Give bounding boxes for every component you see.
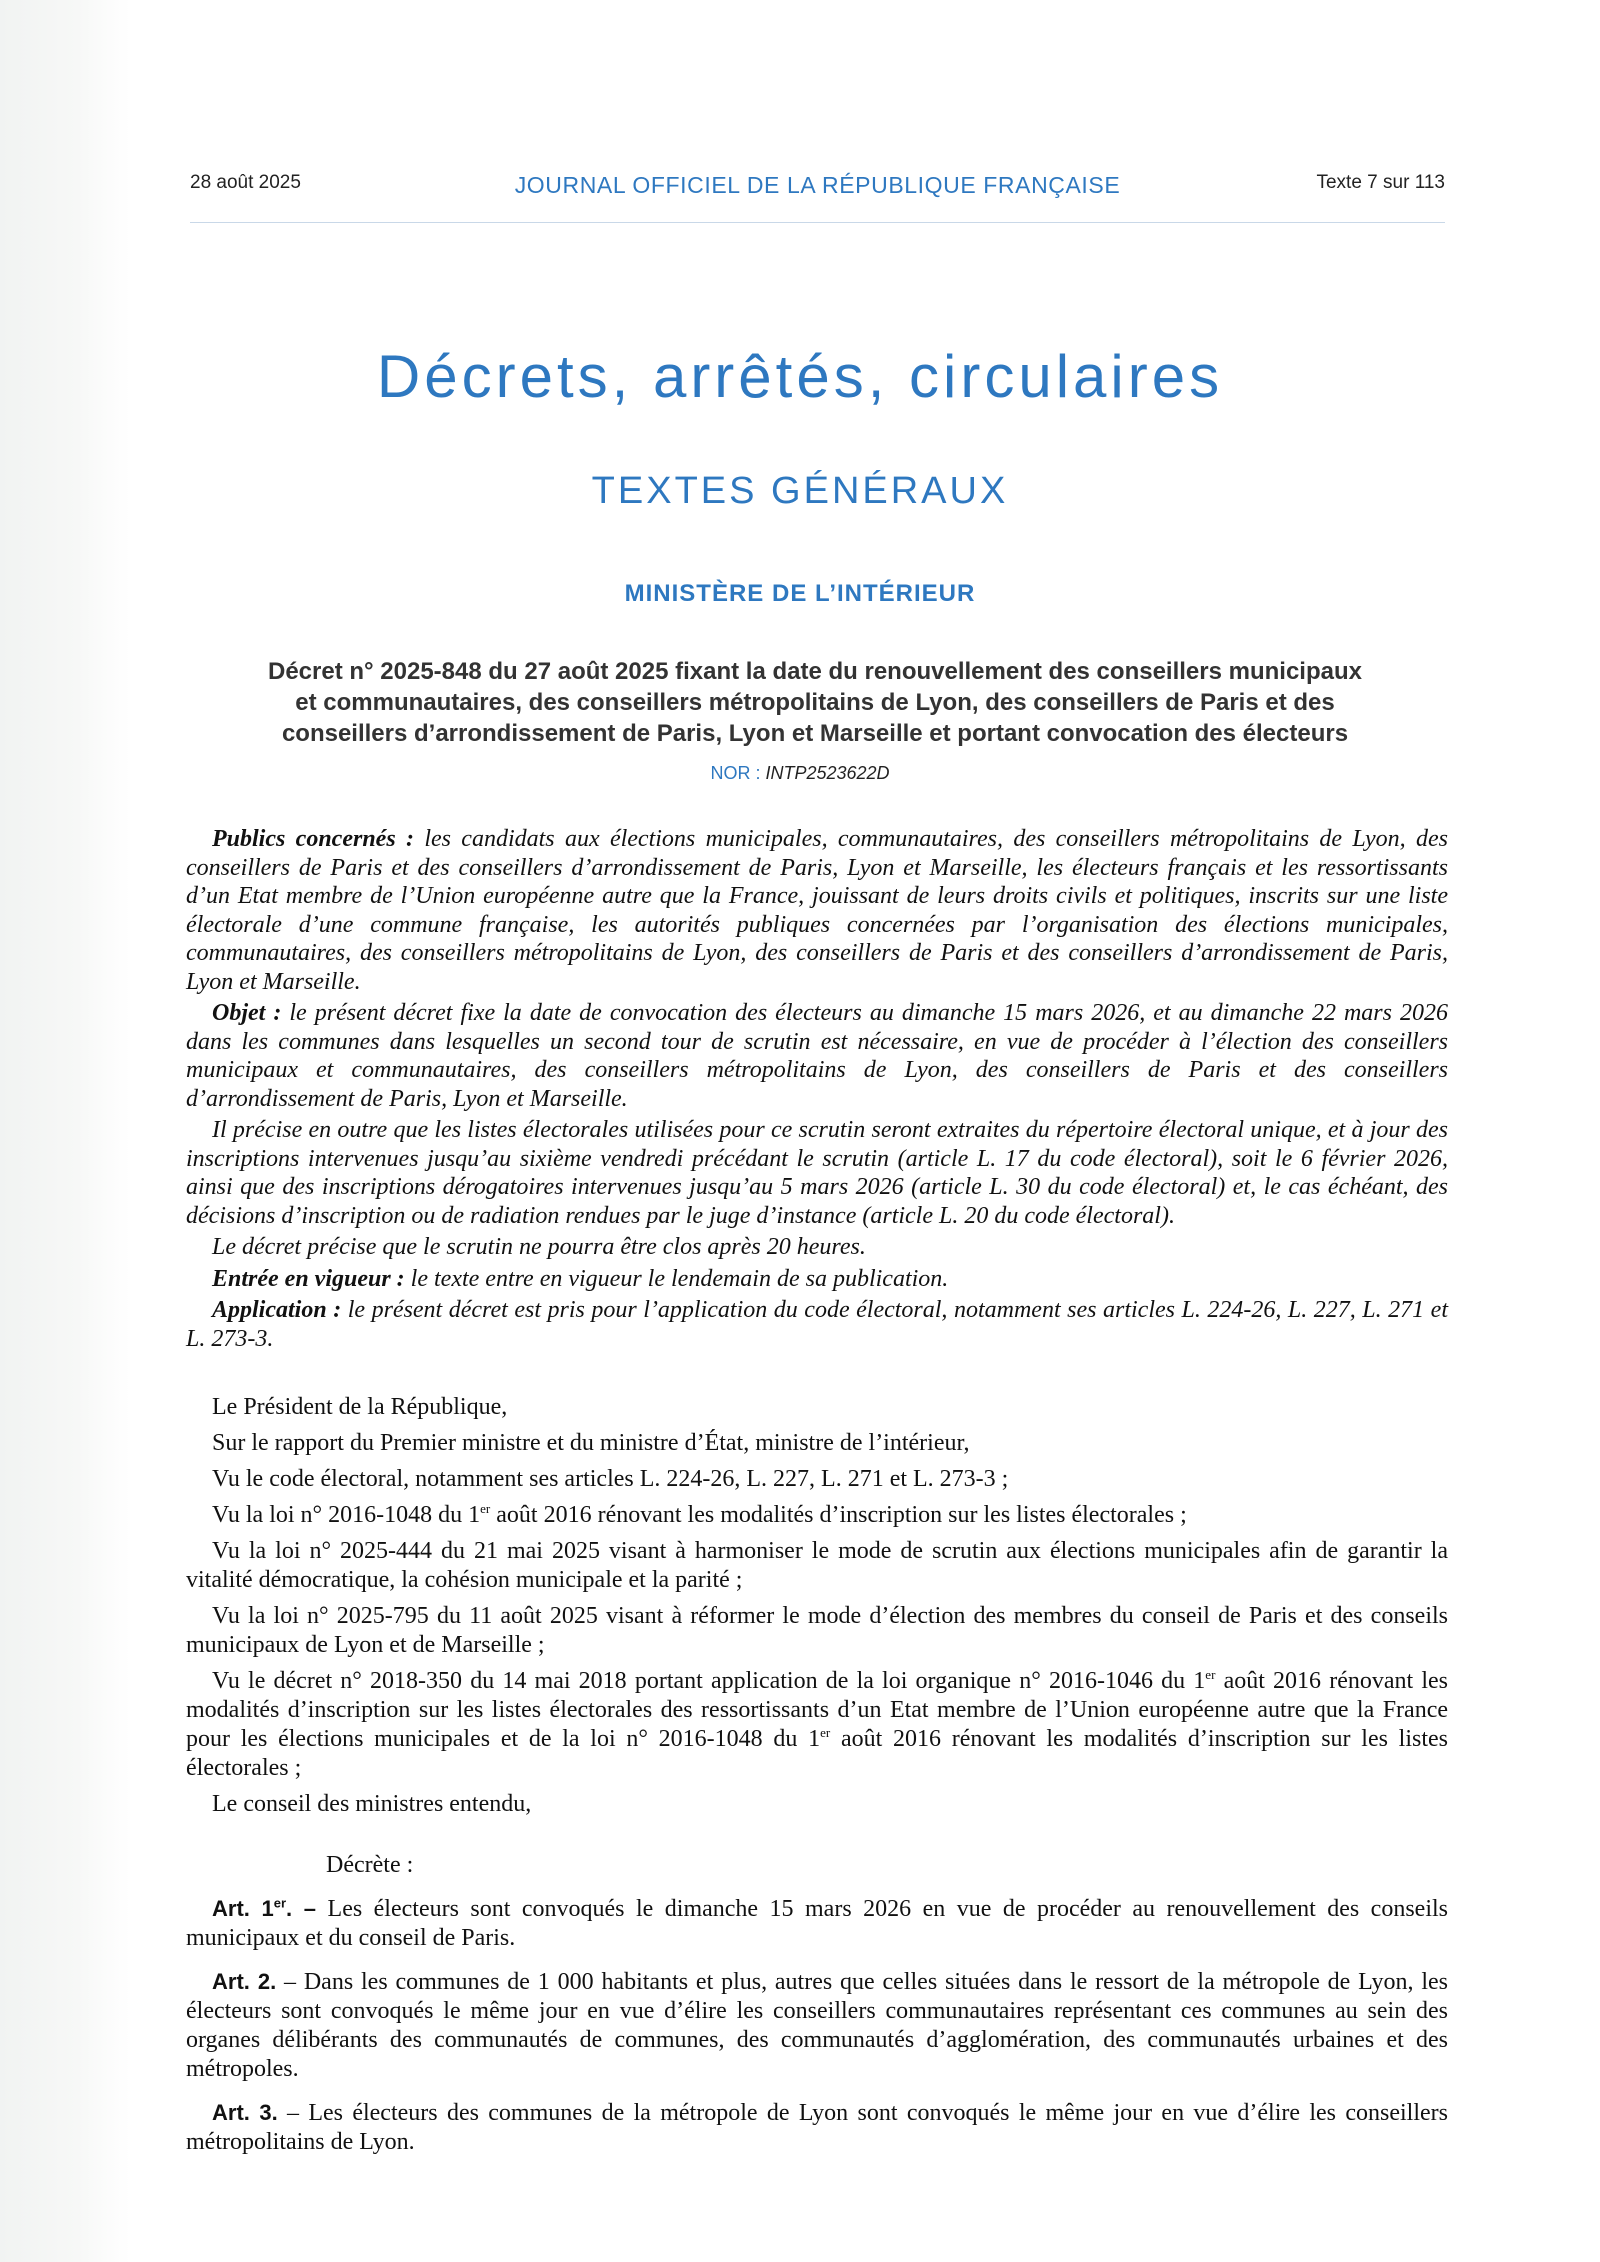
article-2 xyxy=(186,1967,1448,2084)
article-1 xyxy=(186,1894,1448,1953)
nor-value: INTP2523622D xyxy=(765,763,890,783)
decree-summary xyxy=(186,825,1448,1356)
visa-rapport: Sur le rapport du Premier ministre et du ministre d’État, ministre de l’intérieur, xyxy=(212,1430,970,1456)
article-3 xyxy=(186,2098,1448,2157)
decree-title-line: conseillers d’arrondissement de Paris, Lyon et Marseille et portant convocation des électeurs xyxy=(281,720,1349,747)
summary-precise: Il précise en outre que les listes électorales utilisées pour ce scrutin seront extraites du répertoire électoral unique, et à jour des inscriptions intervenues jusqu’au sixième vendredi précédant le scrutin (article L. 17 du code électoral), soit le 6 février 2026, ainsi que des inscriptions dérogatoires intervenues jusqu’au 5 mars 2026 (article L. 30 du code électoral) et, le cas échéant, des décisions d’inscription ou de radiation rendues par le juge d’instance (article L. 20 du code électoral). xyxy=(186,1117,1448,1229)
page-header xyxy=(190,172,1445,212)
article-3-number: Art. 3. xyxy=(212,2100,278,2125)
summary-entree-label: Entrée en vigueur : xyxy=(212,1265,405,1292)
visa-loi-2016-1048: Vu la loi n° 2016-1048 du 1er août 2016 rénovant les modalités d’inscription sur les listes électorales ; xyxy=(212,1501,1187,1528)
header-divider xyxy=(190,222,1445,223)
article-1-number: Art. 1er. – xyxy=(212,1895,328,1921)
nor-label: NOR : xyxy=(710,763,766,783)
article-3-text: – Les électeurs des communes de la métropole de Lyon sont convoqués le même jour en vue d’élire les conseillers métropolitains de Lyon. xyxy=(186,2100,1448,2155)
summary-application xyxy=(186,1296,1448,1353)
summary-entree xyxy=(186,1265,1448,1294)
section-title: Décrets, arrêtés, circulaires xyxy=(376,343,1224,410)
nor-reference xyxy=(0,763,1600,784)
article-1-text: Les électeurs sont convoqués le dimanche 15 mars 2026 en vue de procéder au renouvellement des conseils municipaux et du conseil de Paris. xyxy=(186,1896,1449,1951)
summary-clos: Le décret précise que le scrutin ne pourra être clos après 20 heures. xyxy=(212,1234,866,1260)
summary-publics-label: Publics concernés : xyxy=(212,826,414,852)
visa-president: Le Président de la République, xyxy=(212,1394,508,1420)
visa-code-electoral: Vu le code électoral, notamment ses articles L. 224-26, L. 227, L. 271 et L. 273-3 ; xyxy=(212,1466,1009,1492)
ministry-name: MINISTÈRE DE L’INTÉRIEUR xyxy=(624,580,976,607)
summary-publics xyxy=(186,825,1448,996)
summary-publics-text: les candidats aux élections municipales, communautaires, des conseillers métropolitains de Lyon, des conseillers de Paris et des conseillers d’arrondissement de Paris, Lyon et Marseille, les électeurs français et les ressortissants d’un Etat membre de l’Union européenne autre que la France, jouissant de leurs droits civils et politiques, inscrits sur une liste électorale d’une commune française, les autorités publiques concernées par l’organisation des élections municipales, communautaires, des conseillers métropolitains de Lyon, des conseillers de Paris et des conseillers d’arrondissement de Paris, Lyon et Marseille. xyxy=(186,826,1449,995)
summary-entree-text: le texte entre en vigueur le lendemain de sa publication. xyxy=(404,1265,949,1292)
decree-title-line: Décret n° 2025-848 du 27 août 2025 fixant la date du renouvellement des conseillers municipaux xyxy=(267,658,1362,685)
visa-loi-2025-795: Vu la loi n° 2025-795 du 11 août 2025 visant à réformer le mode d’élection des membres du conseil de Paris et des conseils municipaux de Lyon et de Marseille ; xyxy=(186,1603,1448,1658)
header-journal-title: JOURNAL OFFICIEL DE LA RÉPUBLIQUE FRANÇAISE xyxy=(514,172,1121,198)
decrete-heading: Décrète : xyxy=(326,1852,414,1878)
scan-margin xyxy=(0,0,130,2262)
decree-body xyxy=(186,1393,1448,2171)
summary-application-label: Application : xyxy=(212,1297,342,1323)
summary-objet-label: Objet : xyxy=(212,1000,282,1026)
decree-title xyxy=(180,656,1450,749)
header-text-number: Texte 7 sur 113 xyxy=(1316,172,1445,193)
decree-title-line: et communautaires, des conseillers métropolitains de Lyon, des conseillers de Paris et des xyxy=(295,689,1335,716)
header-date: 28 août 2025 xyxy=(190,172,301,193)
article-2-text: – Dans les communes de 1 000 habitants et plus, autres que celles situées dans le ressort de la métropole de Lyon, les électeurs sont convoqués le même jour en vue d’élire les conseillers communautaires représentant ces communes au sein des organes délibérants des communautés de communes, des communautés d’agglomération, des communautés urbaines et des métropoles. xyxy=(186,1969,1448,2082)
article-2-number: Art. 2. xyxy=(212,1969,277,1994)
section-subtitle: TEXTES GÉNÉRAUX xyxy=(591,470,1009,512)
visa-decret-2018-350: Vu le décret n° 2018-350 du 14 mai 2018 portant application de la loi organique n° 2016-1046 du 1er août 2016 rénovant les modalités d’inscription sur les listes électorales des ressortissants d’un Etat membre de l’Union européenne autre que la France pour les élections municipales et de la loi n° 2016-1048 du 1er août 2016 rénovant les modalités d’inscription sur les listes électorales ; xyxy=(186,1667,1448,1781)
visa-loi-2025-444: Vu la loi n° 2025-444 du 21 mai 2025 visant à harmoniser le mode de scrutin aux élections municipales afin de garantir la vitalité démocratique, la cohésion municipale et la parité ; xyxy=(186,1538,1448,1593)
summary-objet xyxy=(186,999,1448,1113)
summary-objet-text: le présent décret fixe la date de convocation des électeurs au dimanche 15 mars 2026, et au dimanche 22 mars 2026 dans les communes dans lesquelles un second tour de scrutin est nécessaire, en vue de procéder à l’élection des conseillers municipaux et communautaires, des conseillers métropolitains de Lyon, des conseillers de Paris et des conseillers d’arrondissement de Paris, Lyon et Marseille. xyxy=(186,1000,1448,1112)
visa-conseil-ministres: Le conseil des ministres entendu, xyxy=(212,1791,532,1817)
summary-application-text: le présent décret est pris pour l’application du code électoral, notamment ses articles L. 224-26, L. 227, L. 271 et L. 273-3. xyxy=(186,1297,1449,1352)
